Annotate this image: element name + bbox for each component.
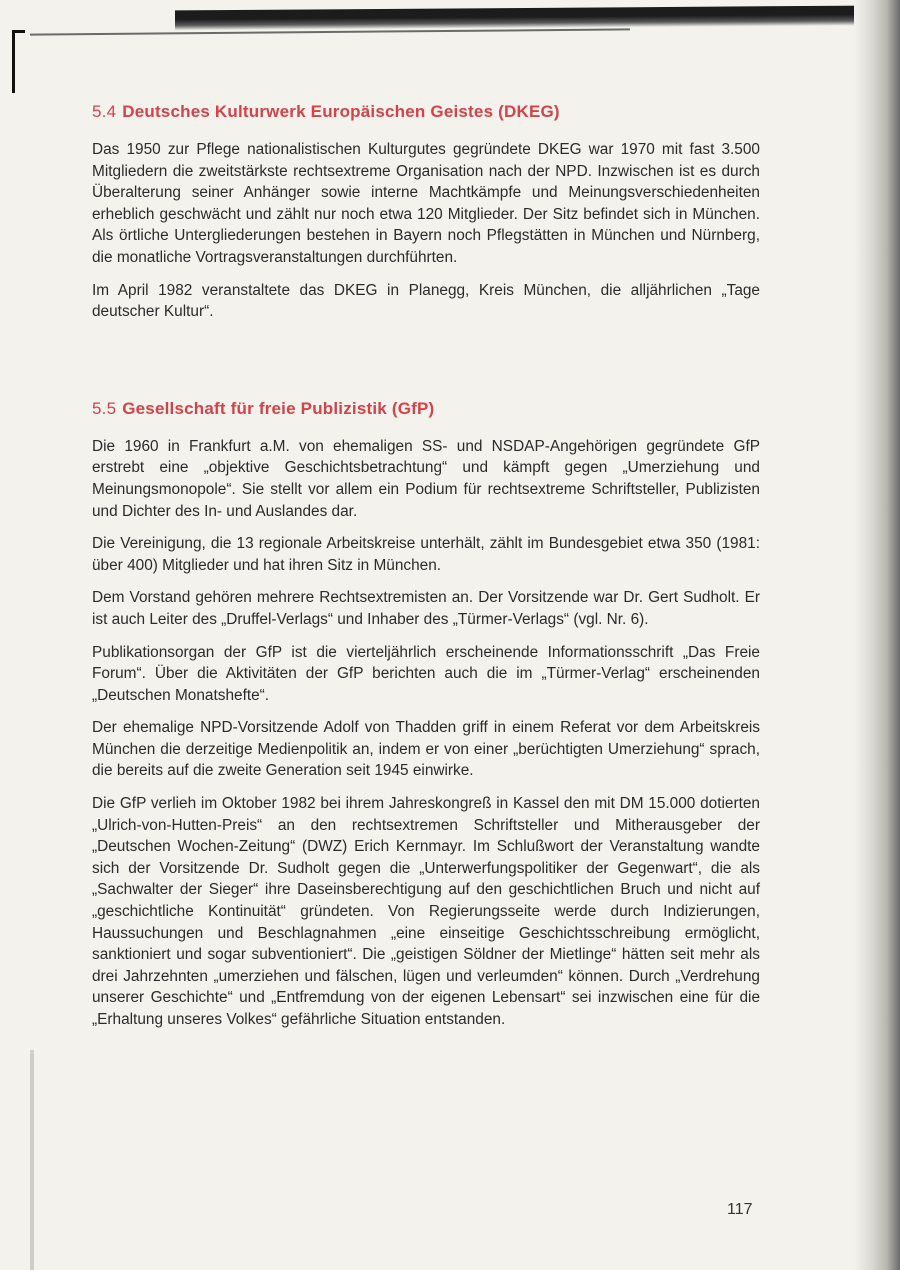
section-number: 5.4 (92, 102, 117, 121)
scan-top-rule-thin (30, 28, 630, 35)
paragraph: Publikationsorgan der GfP ist die vierteljährlich erscheinende Informationsschrift „Das Freie Forum“. Über die Aktivitäten der GfP berichten auch die im „Türmer-Verlag“ erscheinenden „Deutschen Monatshefte“. (92, 643, 760, 704)
scan-corner-mark (12, 30, 25, 93)
section-heading (92, 102, 760, 122)
paragraph: Das 1950 zur Pflege nationalistischen Kulturgutes gegründete DKEG war 1970 mit fast 3.500 Mitgliedern die zweitstärkste rechtsextreme Organisation nach der NPD. Inzwischen ist es durch Überalterung seiner Anhänger sowie interne Machtkämpfe und Meinungsverschiedenheiten erheblich geschwächt und zählt nur noch etwa 120 Mitglieder. Der Sitz befindet sich in München. Als örtliche Untergliederungen bestehen in Bayern noch Pflegstätten in München und Nürnberg, die monatliche Vortragsveranstaltungen durchführten. (92, 141, 760, 266)
paragraph: Dem Vorstand gehören mehrere Rechtsextremisten an. Der Vorsitzende war Dr. Gert Sudholt. Er ist auch Leiter des „Druffel-Verlags“ und Inhaber des „Türmer-Verlags“ (vgl. Nr. 6). (92, 589, 760, 628)
paragraph: Der ehemalige NPD-Vorsitzende Adolf von Thadden griff in einem Referat vor dem Arbeitskreis München die derzeitige Medienpolitik an, indem er von einer „berüchtigten Umerziehung“ sprach, die bereits auf die zweite Generation seit 1945 einwirke. (92, 719, 760, 780)
section-title: Deutsches Kulturwerk Europäischen Geistes (DKEG) (122, 102, 560, 121)
paragraph: Im April 1982 veranstaltete das DKEG in Planegg, Kreis München, die alljährlichen „Tage deutscher Kultur“. (92, 281, 760, 321)
section-title: Gesellschaft für freie Publizistik (GfP) (122, 398, 435, 418)
page-number: 117 (727, 1201, 753, 1218)
paragraph: Die GfP verlieh im Oktober 1982 bei ihrem Jahreskongreß in Kassel den mit DM 15.000 dotierten „Ulrich-von-Hutten-Preis“ an den rechtsextremen Schriftsteller und Mitherausgeber der „Deutschen Wochen-Zeitung“ (DWZ) Erich Kernmayr. Im Schlußwort der Veranstaltung wandte sich der Vorsitzende Dr. Sudholt gegen die „Unterwerfungspolitiker der Gegenwart“, die als „Sachwalter der Sieger“ ihre Daseinsberechtigung auf den geschichtlichen Bruch und nicht auf „geschichtliche Kontinuität“ gründeten. Von Regierungsseite werde durch Indizierungen, Haussuchungen und Beschlagnahmen „eine einseitige Geschichtsschreibung ermöglicht, sanktioniert und sogar subventioniert“. Die „geistigen Söldner der Mietlinge“ hätten seit mehr als drei Jahrzehnten „umerziehen und fälschen, lügen und verleumden“ können. Durch „Verdrehung unserer Geschichte“ und „Entfremdung von der eigenen Lebensart“ sei inzwischen eine für die „Erhaltung unseres Volkes“ gefährliche Situation entstanden. (92, 795, 760, 1028)
scan-right-edge (854, 0, 900, 1270)
section-number: 5.5 (92, 398, 117, 418)
paragraph: Die 1960 in Frankfurt a.M. von ehemaligen SS- und NSDAP-Angehörigen gegründete GfP erstrebt eine „objektive Geschichtsbetrachtung“ und kämpft gegen „Umerziehung und Meinungsmonopole“. Sie stellt vor allem ein Podium für rechtsextreme Schriftsteller, Publizisten und Dichter des In- und Auslandes dar. (92, 437, 760, 520)
scan-top-rule (175, 6, 865, 31)
section-heading (92, 399, 760, 419)
scan-left-edge (30, 1050, 34, 1270)
section-dkeg (92, 102, 760, 323)
page-content (92, 102, 760, 1031)
section-gfp (92, 399, 760, 1031)
paragraph: Die Vereinigung, die 13 regionale Arbeitskreise unterhält, zählt im Bundesgebiet etwa 350 (1981: über 400) Mitglieder und hat ihren Sitz in München. (92, 535, 760, 574)
